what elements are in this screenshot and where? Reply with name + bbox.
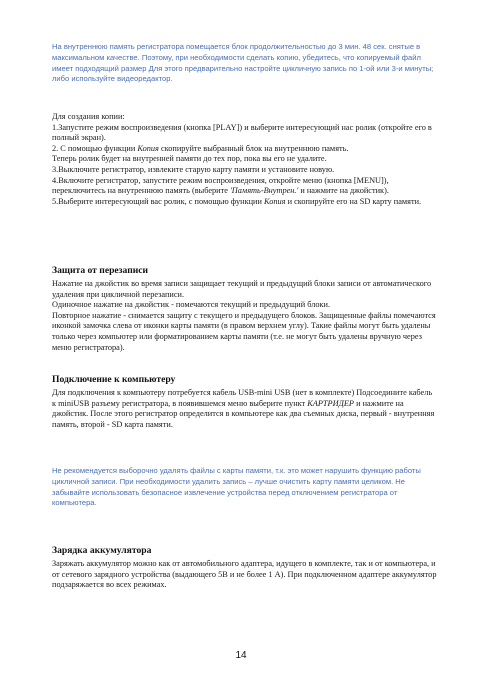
overwrite-paragraph-3: Повторное нажатие - снимается защиту с текущего и предыдущего блоков. Защищенные файлы помечаются иконкой замочка слева от иконки карты памяти (в правом верхнем углу). Такие файлы могут быть удалены только через компьютер или форматированием карты памяти (т.е. не могут быть удалены вручную через меню регистратора). — [52, 310, 436, 352]
pc-note: Не рекомендуется выборочно удалять файлы с карты памяти, т.к. это может нарушить функцию работы цикличной записи. При необходимости удалить запись – лучше очистить карту памяти целиком. Не забывайте использовать безопасное извлечение устройства перед отключением регистратора от компьютера. — [52, 466, 421, 508]
overwrite-title: Защита от перезаписи — [52, 265, 149, 276]
pc-paragraph: Для подключения к компьютеру потребуется кабель USB-mini USB (нет в комплекте) Подсоедините кабель к miniUSB разъему регистратора, в появившемся меню выберите пункт КАРТРИДЕР и нажмите на джойстик. После этого регистратор определится в компьютере как два съемных диска, первый - внутренняя память, второй - SD карта памяти. — [52, 388, 435, 429]
charging-paragraph: Заряжать аккумулятор можно как от автомобильного адаптера, идущего в комплекте, так и от компьютера, и от сетевого зарядного устройства (выдающего 5В и не более 1 А). При подключенном адаптере аккумулятор подзаряжается во всех режимах. — [52, 559, 437, 590]
copy-heading: Для создания копии: — [52, 112, 125, 121]
charging-title: Зарядка аккумулятора — [52, 545, 152, 556]
copy-step-1: 1.Запустите режим воспроизведения (кнопка [PLAY]) и выберите интересующий нас ролик (откройте его в полный экран). — [52, 122, 432, 143]
copy-step-2: 2. С помощью функции Копия скопируйте выбранный блок на внутреннюю память. — [52, 143, 349, 153]
overwrite-section — [52, 279, 437, 353]
overwrite-paragraph-1: Нажатие на джойстик во время записи защищает текущий и предыдущий блоки записи от автоматического удаления при цикличной перезаписи. — [52, 279, 432, 299]
charging-section — [52, 559, 437, 591]
page-number: 14 — [235, 650, 247, 661]
pc-title: Подключение к компьютеру — [52, 374, 176, 385]
overwrite-paragraph-2: Одиночное нажатие на джойстик - помечаются текущий и предыдущий блоки. — [52, 300, 331, 310]
copy-instructions — [52, 112, 437, 207]
copy-step-2-note: Теперь ролик будет на внутренней памяти до тех пор, пока вы его не удалите. — [52, 154, 327, 164]
pc-section — [52, 388, 437, 430]
copy-step-3: 3.Выключите регистратор, извлеките старую карту памяти и установите новую. — [52, 164, 335, 174]
intro-note: На внутреннюю память регистратора помещается блок продолжительностью до 3 мин. 48 сек. снятые в максимальном качестве. Поэтому, при необходимости сделать копию, убедитесь, что копируемый файл имеет подходящий размер Для этого предварительно настройте цикличную запись по 1-ой или 3-и минуты; либо используйте видеоредактор. — [52, 42, 434, 84]
copy-step-5: 5.Выберите интересующий вас ролик, с помощью функции Копия и скопируйте его на SD карту памяти. — [52, 196, 422, 206]
copy-step-4: 4.Включите регистратор, запустите режим воспроизведения, откройте меню (кнопка [MENU]), переключитесь на внутреннюю память (выберите 'Память-Внутрен.' и нажмите на джойстик). — [52, 175, 389, 196]
